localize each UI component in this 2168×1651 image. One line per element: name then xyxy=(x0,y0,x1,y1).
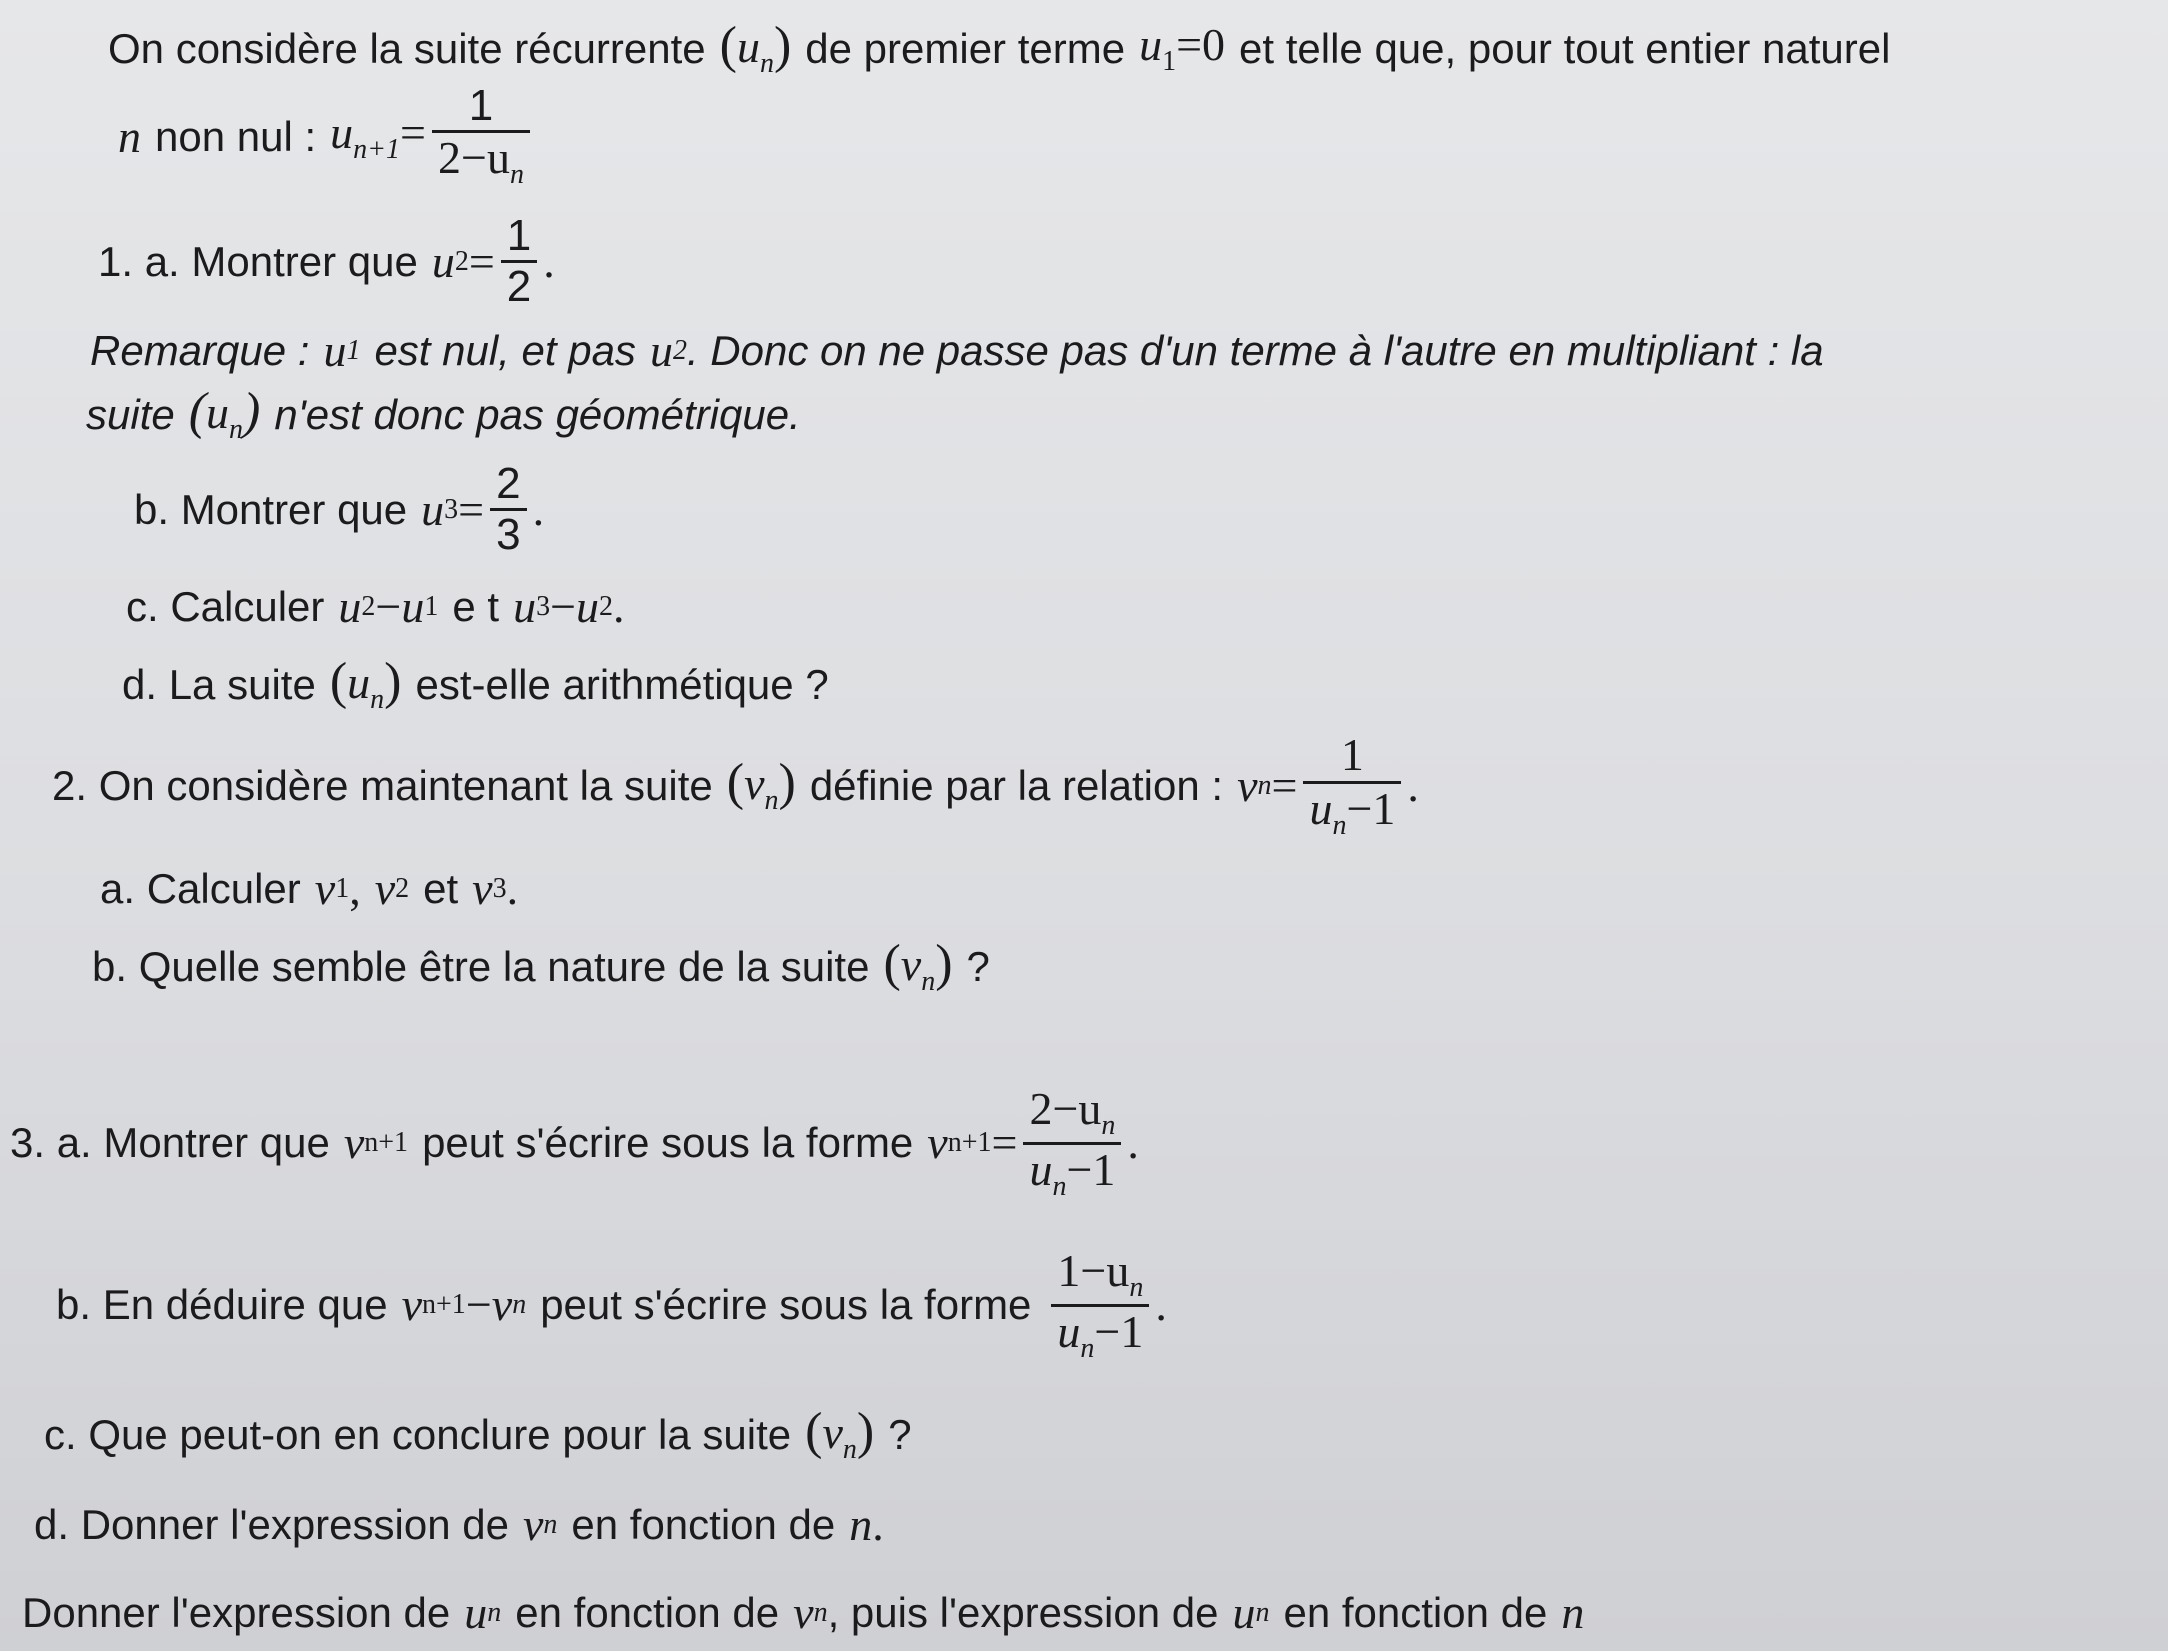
fraction-3b: $\frac{1-u_n}{u_n-1}$ xyxy=(1051,1246,1149,1365)
remark-text-b: est nul, et pas xyxy=(374,327,636,374)
question-2a-label: a. Calculer xyxy=(100,865,301,912)
question-3d: d. Donner l'expression de v n en fonction de n . xyxy=(34,1499,884,1550)
question-1c-mid: e t xyxy=(452,583,500,630)
question-3d-label: d. Donner l'expression de xyxy=(34,1501,509,1548)
remark-line-1: Remarque : u 1 est nul, et pas u 2 . Donc on ne passe pas d'un terme à l'autre en multipliant : la xyxy=(90,325,1824,376)
intro-text-c: et telle que, pour tout entier naturel xyxy=(1239,25,1891,72)
question-3a: 3. a. Montrer que v n+1 peut s'écrire sous la forme v n+1 = $\frac{2-u_n}{u_n-1}$ . xyxy=(10,1083,1139,1202)
remark-text-e: n'est donc pas géométrique. xyxy=(274,391,801,438)
question-1d-label: d. La suite xyxy=(122,661,316,708)
question-1b-label: b. Montrer que xyxy=(134,485,408,533)
fraction-3a: $\frac{2-u_n}{u_n-1}$ xyxy=(1023,1084,1121,1203)
question-1b: b. Montrer que u 3 = $\frac{2}{3}$ . xyxy=(134,459,545,560)
sequence-u-notation: $(u_n)$ xyxy=(719,17,792,79)
fraction-vn-definition: $\frac{1}{u_n-1}$ xyxy=(1303,730,1401,841)
question-3b-mid: peut s'écrire sous la forme xyxy=(540,1281,1032,1329)
final-text-b: en fonction de xyxy=(515,1589,780,1636)
question-3a-label: 3. a. Montrer que xyxy=(10,1119,330,1167)
question-3c-end: ? xyxy=(888,1411,912,1458)
question-2b-end: ? xyxy=(966,943,990,990)
remark-text-c: . Donc on ne passe pas d'un terme à l'autre en multipliant : la xyxy=(686,327,1824,374)
remark-line-2: suite $(u_n)$ n'est donc pas géométrique. xyxy=(86,383,801,445)
question-1c: c. Calculer u 2 − u 1 e t u 3 − u 2 . xyxy=(126,581,625,632)
question-2a: a. Calculer v 1 , v 2 et v 3 . xyxy=(100,863,519,914)
question-2a-and: et xyxy=(423,865,459,912)
remark-title: Remarque : xyxy=(90,327,310,374)
intro-text-a: On considère la suite récurrente xyxy=(108,25,706,72)
intro-line-2 xyxy=(118,82,536,191)
question-3b-label: b. En déduire que xyxy=(56,1281,388,1329)
recurrence-formula: $u_{n+1}=$ xyxy=(330,106,426,165)
question-1a-label: 1. a. Montrer que xyxy=(98,237,418,285)
question-1a: 1. a. Montrer que u 2 = $\frac{1}{2}$ . xyxy=(98,211,555,312)
remark-text-d: suite xyxy=(86,391,175,438)
intro-text-b: de premier terme xyxy=(805,25,1126,72)
question-3c-label: c. Que peut-on en conclure pour la suite xyxy=(44,1411,792,1458)
question-1d-end: est-elle arithmétique ? xyxy=(415,661,829,708)
final-line: Donner l'expression de u n en fonction de v n , puis l'expression de u n en fonction de n xyxy=(22,1587,1585,1638)
question-3b: b. En déduire que v n+1 − v n peut s'écrire sous la forme $\frac{1-u_n}{u_n-1}$ . xyxy=(56,1245,1167,1364)
question-3d-mid: en fonction de xyxy=(571,1501,836,1548)
question-2-mid: définie par la relation : xyxy=(809,761,1224,809)
question-1c-label: c. Calculer xyxy=(126,583,325,630)
final-text-a: Donner l'expression de xyxy=(22,1589,451,1636)
fraction-two-thirds: $\frac{2}{3}$ xyxy=(490,460,526,560)
final-text-d: en fonction de xyxy=(1283,1589,1548,1636)
question-3c: c. Que peut-on en conclure pour la suite $(v_n)$ ? xyxy=(44,1403,912,1465)
first-term: $u_1=0$ xyxy=(1139,19,1226,77)
question-2: 2. On considère maintenant la suite $(v_n)$ définie par la relation : v n = $\frac{1}{u_n-1}$ . xyxy=(52,729,1419,841)
fraction-one-half: $\frac{1}{2}$ xyxy=(501,212,537,312)
n-symbol: n xyxy=(118,110,141,162)
question-2-label: 2. On considère maintenant la suite xyxy=(52,761,713,809)
final-text-c: , puis l'expression de xyxy=(827,1589,1219,1636)
question-3a-mid: peut s'écrire sous la forme xyxy=(422,1119,914,1167)
question-1d: d. La suite $(u_n)$ est-elle arithmétique ? xyxy=(122,653,829,715)
intro-text-d: non nul : xyxy=(155,112,317,160)
question-2b-label: b. Quelle semble être la nature de la suite xyxy=(92,943,870,990)
intro-line-1 xyxy=(108,17,1891,79)
recurrence-fraction: $\frac{1}{2-u_n}$ xyxy=(432,82,530,191)
question-2b: b. Quelle semble être la nature de la suite $(v_n)$ ? xyxy=(92,935,990,997)
